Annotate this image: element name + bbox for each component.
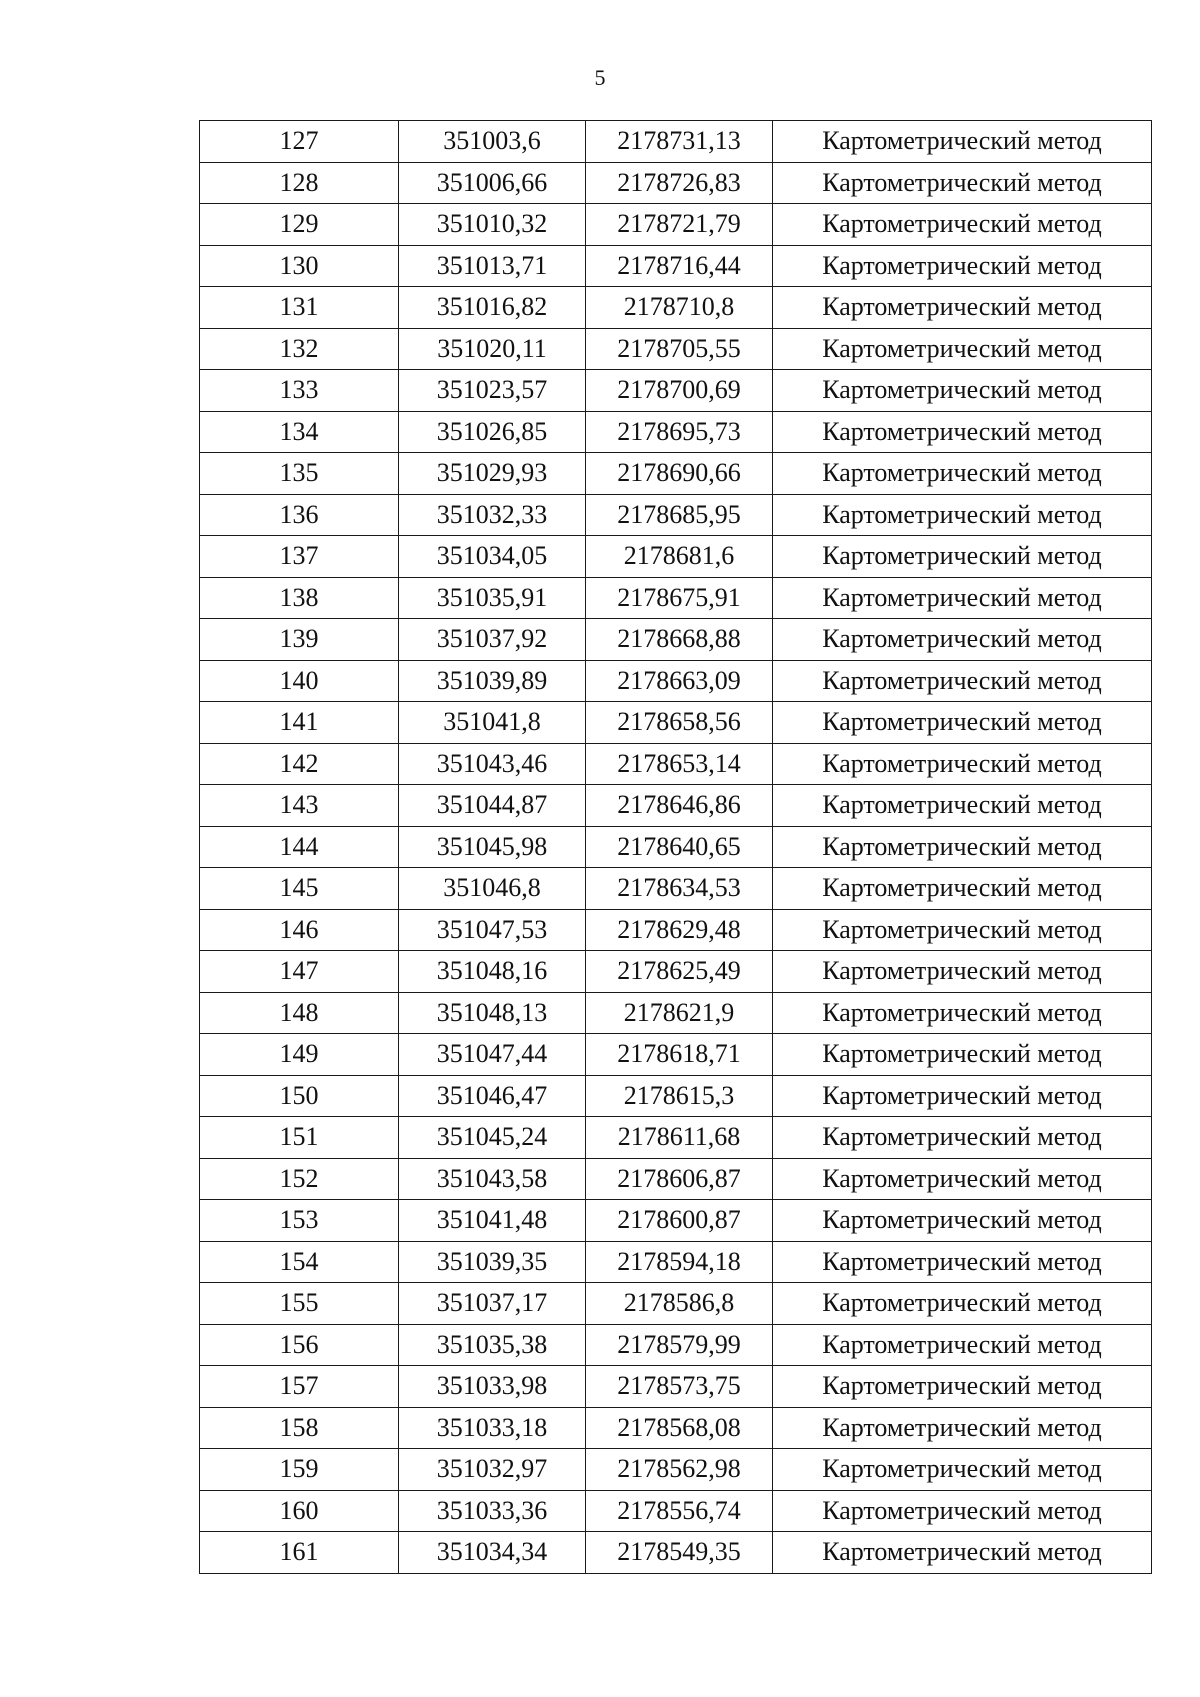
x-coordinate-cell: 351010,32 (399, 204, 586, 246)
y-coordinate-cell: 2178579,99 (586, 1324, 773, 1366)
method-cell: Картометрический метод (773, 909, 1152, 951)
point-number-cell: 151 (200, 1117, 399, 1159)
point-number-cell: 129 (200, 204, 399, 246)
x-coordinate-cell: 351041,8 (399, 702, 586, 744)
point-number-cell: 149 (200, 1034, 399, 1076)
y-coordinate-cell: 2178668,88 (586, 619, 773, 661)
y-coordinate-cell: 2178640,65 (586, 826, 773, 868)
table-row (200, 1532, 1152, 1574)
method-cell: Картометрический метод (773, 1117, 1152, 1159)
point-number-cell: 156 (200, 1324, 399, 1366)
y-coordinate-cell: 2178675,91 (586, 577, 773, 619)
point-number-cell: 159 (200, 1449, 399, 1491)
x-coordinate-cell: 351033,36 (399, 1490, 586, 1532)
y-coordinate-cell: 2178625,49 (586, 951, 773, 993)
point-number-cell: 154 (200, 1241, 399, 1283)
x-coordinate-cell: 351029,93 (399, 453, 586, 495)
point-number-cell: 140 (200, 660, 399, 702)
y-coordinate-cell: 2178629,48 (586, 909, 773, 951)
method-cell: Картометрический метод (773, 1158, 1152, 1200)
x-coordinate-cell: 351045,98 (399, 826, 586, 868)
x-coordinate-cell: 351020,11 (399, 328, 586, 370)
x-coordinate-cell: 351033,18 (399, 1407, 586, 1449)
y-coordinate-cell: 2178549,35 (586, 1532, 773, 1574)
y-coordinate-cell: 2178600,87 (586, 1200, 773, 1242)
table-row (200, 453, 1152, 495)
point-number-cell: 139 (200, 619, 399, 661)
method-cell: Картометрический метод (773, 1200, 1152, 1242)
y-coordinate-cell: 2178700,69 (586, 370, 773, 412)
x-coordinate-cell: 351006,66 (399, 162, 586, 204)
table-row (200, 1407, 1152, 1449)
y-coordinate-cell: 2178573,75 (586, 1366, 773, 1408)
point-number-cell: 148 (200, 992, 399, 1034)
table-row (200, 204, 1152, 246)
table-row (200, 1075, 1152, 1117)
point-number-cell: 128 (200, 162, 399, 204)
y-coordinate-cell: 2178594,18 (586, 1241, 773, 1283)
point-number-cell: 145 (200, 868, 399, 910)
point-number-cell: 155 (200, 1283, 399, 1325)
x-coordinate-cell: 351034,34 (399, 1532, 586, 1574)
y-coordinate-cell: 2178615,3 (586, 1075, 773, 1117)
method-cell: Картометрический метод (773, 785, 1152, 827)
method-cell: Картометрический метод (773, 287, 1152, 329)
point-number-cell: 133 (200, 370, 399, 412)
x-coordinate-cell: 351034,05 (399, 536, 586, 578)
table-row (200, 1200, 1152, 1242)
method-cell: Картометрический метод (773, 826, 1152, 868)
table-row (200, 619, 1152, 661)
method-cell: Картометрический метод (773, 370, 1152, 412)
method-cell: Картометрический метод (773, 619, 1152, 661)
y-coordinate-cell: 2178726,83 (586, 162, 773, 204)
table-row (200, 494, 1152, 536)
x-coordinate-cell: 351037,92 (399, 619, 586, 661)
y-coordinate-cell: 2178716,44 (586, 245, 773, 287)
y-coordinate-cell: 2178690,66 (586, 453, 773, 495)
y-coordinate-cell: 2178586,8 (586, 1283, 773, 1325)
coordinates-table-body (200, 121, 1152, 1574)
table-row (200, 1366, 1152, 1408)
method-cell: Картометрический метод (773, 702, 1152, 744)
point-number-cell: 161 (200, 1532, 399, 1574)
table-row (200, 702, 1152, 744)
table-row (200, 1490, 1152, 1532)
point-number-cell: 143 (200, 785, 399, 827)
x-coordinate-cell: 351003,6 (399, 121, 586, 163)
y-coordinate-cell: 2178681,6 (586, 536, 773, 578)
table-row (200, 1449, 1152, 1491)
y-coordinate-cell: 2178634,53 (586, 868, 773, 910)
method-cell: Картометрический метод (773, 660, 1152, 702)
x-coordinate-cell: 351041,48 (399, 1200, 586, 1242)
table-row (200, 411, 1152, 453)
x-coordinate-cell: 351035,91 (399, 577, 586, 619)
x-coordinate-cell: 351026,85 (399, 411, 586, 453)
y-coordinate-cell: 2178611,68 (586, 1117, 773, 1159)
x-coordinate-cell: 351043,58 (399, 1158, 586, 1200)
table-row (200, 951, 1152, 993)
point-number-cell: 130 (200, 245, 399, 287)
table-row (200, 785, 1152, 827)
point-number-cell: 127 (200, 121, 399, 163)
x-coordinate-cell: 351023,57 (399, 370, 586, 412)
method-cell: Картометрический метод (773, 536, 1152, 578)
x-coordinate-cell: 351044,87 (399, 785, 586, 827)
y-coordinate-cell: 2178556,74 (586, 1490, 773, 1532)
x-coordinate-cell: 351033,98 (399, 1366, 586, 1408)
table-row (200, 868, 1152, 910)
method-cell: Картометрический метод (773, 162, 1152, 204)
method-cell: Картометрический метод (773, 245, 1152, 287)
point-number-cell: 160 (200, 1490, 399, 1532)
table-row (200, 577, 1152, 619)
table-row (200, 1034, 1152, 1076)
table-row (200, 1324, 1152, 1366)
x-coordinate-cell: 351035,38 (399, 1324, 586, 1366)
x-coordinate-cell: 351047,44 (399, 1034, 586, 1076)
x-coordinate-cell: 351032,97 (399, 1449, 586, 1491)
point-number-cell: 150 (200, 1075, 399, 1117)
table-row (200, 536, 1152, 578)
table-row (200, 370, 1152, 412)
x-coordinate-cell: 351039,89 (399, 660, 586, 702)
table-row (200, 1283, 1152, 1325)
method-cell: Картометрический метод (773, 1449, 1152, 1491)
method-cell: Картометрический метод (773, 868, 1152, 910)
point-number-cell: 146 (200, 909, 399, 951)
y-coordinate-cell: 2178646,86 (586, 785, 773, 827)
point-number-cell: 137 (200, 536, 399, 578)
method-cell: Картометрический метод (773, 453, 1152, 495)
method-cell: Картометрический метод (773, 577, 1152, 619)
x-coordinate-cell: 351048,16 (399, 951, 586, 993)
point-number-cell: 134 (200, 411, 399, 453)
y-coordinate-cell: 2178562,98 (586, 1449, 773, 1491)
method-cell: Картометрический метод (773, 1532, 1152, 1574)
point-number-cell: 138 (200, 577, 399, 619)
point-number-cell: 136 (200, 494, 399, 536)
y-coordinate-cell: 2178658,56 (586, 702, 773, 744)
method-cell: Картометрический метод (773, 1283, 1152, 1325)
page-number: 5 (594, 65, 606, 90)
point-number-cell: 131 (200, 287, 399, 329)
y-coordinate-cell: 2178705,55 (586, 328, 773, 370)
table-row (200, 743, 1152, 785)
table-row (200, 992, 1152, 1034)
y-coordinate-cell: 2178606,87 (586, 1158, 773, 1200)
method-cell: Картометрический метод (773, 494, 1152, 536)
point-number-cell: 142 (200, 743, 399, 785)
x-coordinate-cell: 351013,71 (399, 245, 586, 287)
x-coordinate-cell: 351046,8 (399, 868, 586, 910)
y-coordinate-cell: 2178618,71 (586, 1034, 773, 1076)
table-row (200, 1117, 1152, 1159)
method-cell: Картометрический метод (773, 411, 1152, 453)
method-cell: Картометрический метод (773, 328, 1152, 370)
point-number-cell: 153 (200, 1200, 399, 1242)
x-coordinate-cell: 351039,35 (399, 1241, 586, 1283)
x-coordinate-cell: 351037,17 (399, 1283, 586, 1325)
method-cell: Картометрический метод (773, 1241, 1152, 1283)
y-coordinate-cell: 2178710,8 (586, 287, 773, 329)
method-cell: Картометрический метод (773, 121, 1152, 163)
x-coordinate-cell: 351045,24 (399, 1117, 586, 1159)
x-coordinate-cell: 351046,47 (399, 1075, 586, 1117)
y-coordinate-cell: 2178663,09 (586, 660, 773, 702)
method-cell: Картометрический метод (773, 743, 1152, 785)
table-row (200, 121, 1152, 163)
point-number-cell: 141 (200, 702, 399, 744)
point-number-cell: 152 (200, 1158, 399, 1200)
y-coordinate-cell: 2178621,9 (586, 992, 773, 1034)
x-coordinate-cell: 351043,46 (399, 743, 586, 785)
y-coordinate-cell: 2178568,08 (586, 1407, 773, 1449)
point-number-cell: 132 (200, 328, 399, 370)
point-number-cell: 147 (200, 951, 399, 993)
table-row (200, 826, 1152, 868)
table-row (200, 909, 1152, 951)
y-coordinate-cell: 2178731,13 (586, 121, 773, 163)
table-row (200, 660, 1152, 702)
coordinates-table (199, 120, 1152, 1574)
method-cell: Картометрический метод (773, 1075, 1152, 1117)
y-coordinate-cell: 2178721,79 (586, 204, 773, 246)
table-row (200, 287, 1152, 329)
x-coordinate-cell: 351048,13 (399, 992, 586, 1034)
point-number-cell: 157 (200, 1366, 399, 1408)
x-coordinate-cell: 351016,82 (399, 287, 586, 329)
method-cell: Картометрический метод (773, 1324, 1152, 1366)
method-cell: Картометрический метод (773, 1366, 1152, 1408)
method-cell: Картометрический метод (773, 1490, 1152, 1532)
table-row (200, 245, 1152, 287)
table-row (200, 328, 1152, 370)
table-row (200, 1158, 1152, 1200)
table-row (200, 1241, 1152, 1283)
point-number-cell: 135 (200, 453, 399, 495)
method-cell: Картометрический метод (773, 992, 1152, 1034)
x-coordinate-cell: 351032,33 (399, 494, 586, 536)
y-coordinate-cell: 2178695,73 (586, 411, 773, 453)
x-coordinate-cell: 351047,53 (399, 909, 586, 951)
method-cell: Картометрический метод (773, 1407, 1152, 1449)
table-row (200, 162, 1152, 204)
method-cell: Картометрический метод (773, 204, 1152, 246)
point-number-cell: 158 (200, 1407, 399, 1449)
y-coordinate-cell: 2178685,95 (586, 494, 773, 536)
point-number-cell: 144 (200, 826, 399, 868)
method-cell: Картометрический метод (773, 1034, 1152, 1076)
method-cell: Картометрический метод (773, 951, 1152, 993)
y-coordinate-cell: 2178653,14 (586, 743, 773, 785)
